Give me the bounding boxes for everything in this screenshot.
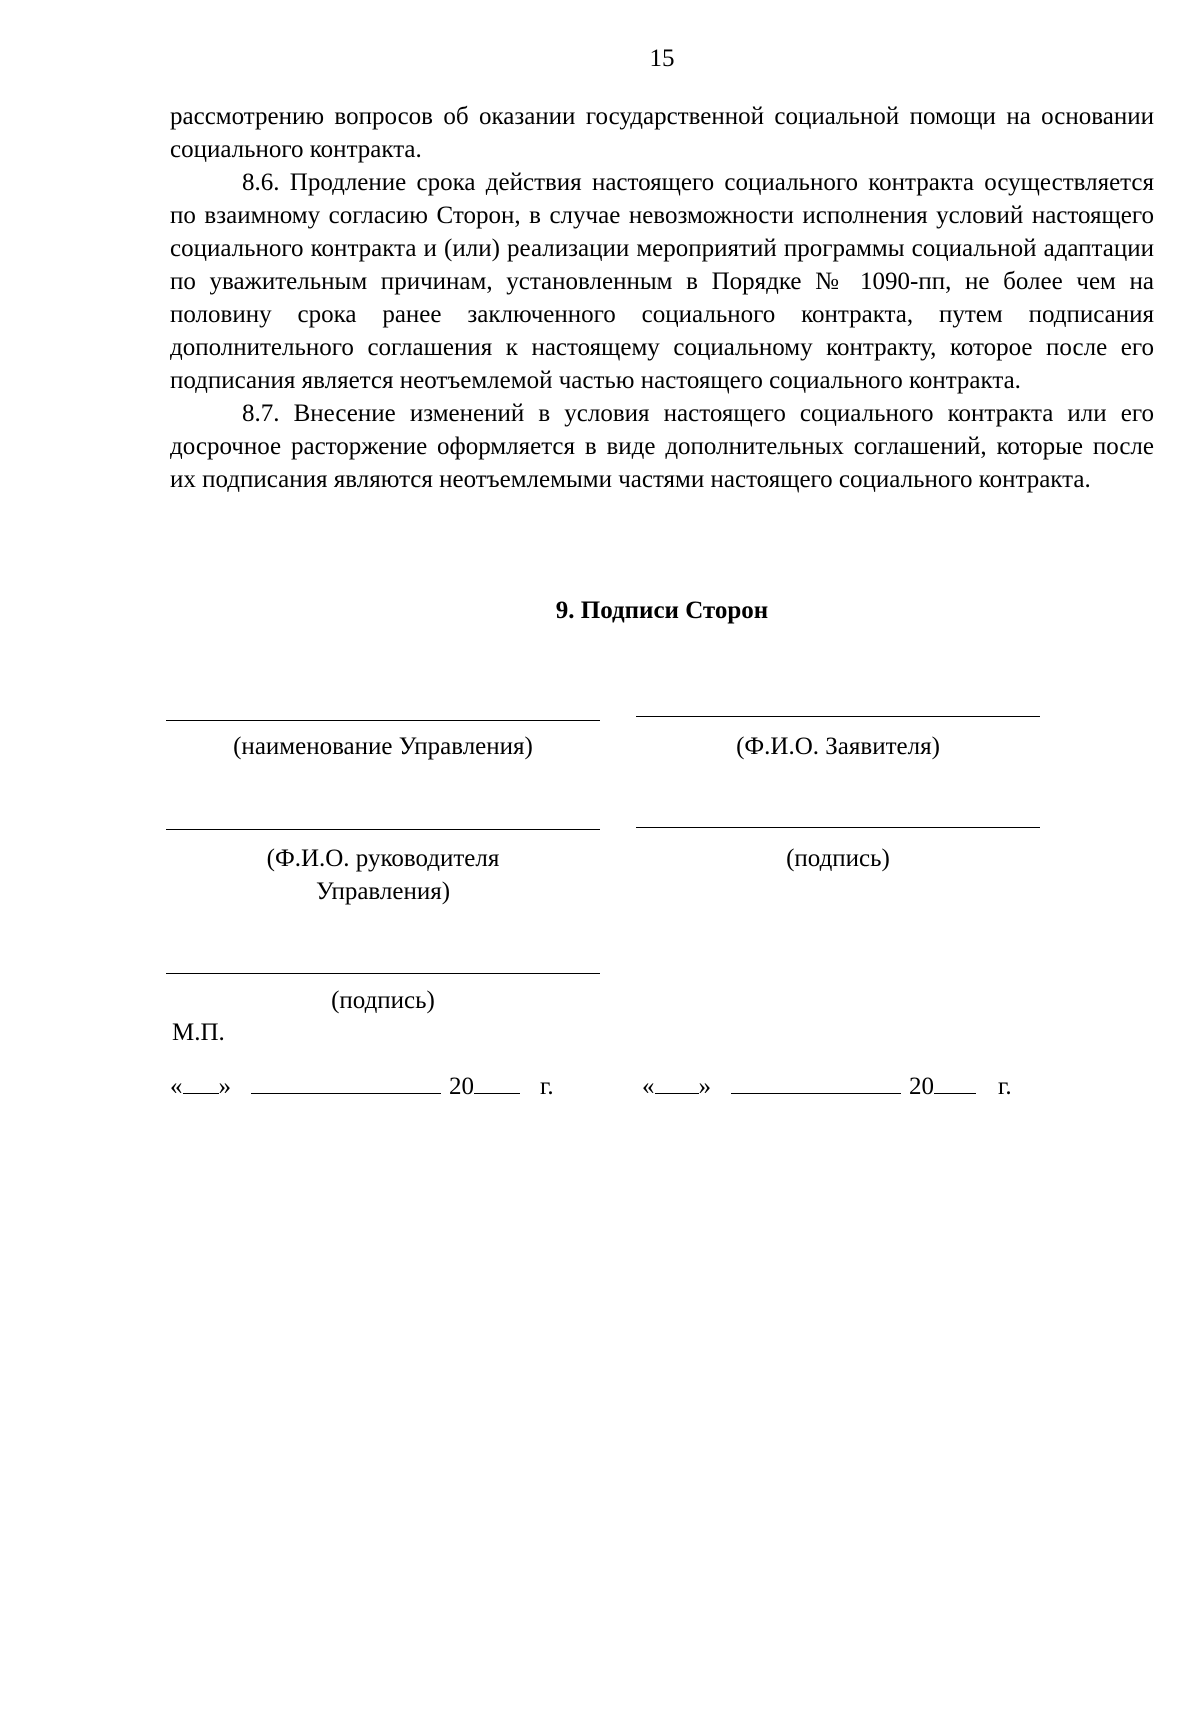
section-title: 9. Подписи Сторон bbox=[555, 597, 769, 624]
org-name-label: (наименование Управления) bbox=[233, 733, 533, 760]
right-signature-label: (подпись) bbox=[786, 845, 890, 872]
right-date-close-quote: » bbox=[698, 1073, 711, 1100]
body-text bbox=[170, 100, 1154, 496]
org-name-line bbox=[166, 720, 600, 721]
left-month-blank bbox=[251, 1071, 441, 1094]
head-name-label-line1: (Ф.И.О. руководителя bbox=[266, 845, 500, 872]
left-date-close-quote: » bbox=[218, 1073, 231, 1100]
paragraph-8-7: 8.7. Внесение изменений в условия настоящего социального контракта или его досрочное расторжение оформляется в виде дополнительных соглашений, которые после их подписания являются неотъемлемыми частями настоящего социального контракта. bbox=[170, 400, 1154, 493]
right-signature-line bbox=[636, 827, 1040, 828]
left-year-suffix: г. bbox=[540, 1073, 554, 1100]
left-year-blank bbox=[474, 1071, 520, 1094]
applicant-name-label: (Ф.И.О. Заявителя) bbox=[736, 733, 940, 760]
left-date-open-quote: « bbox=[170, 1073, 183, 1100]
left-date-line bbox=[170, 1070, 554, 1103]
head-name-label-line2: Управления) bbox=[315, 878, 451, 905]
head-name-line bbox=[166, 829, 600, 830]
left-signature-label: (подпись) bbox=[331, 987, 435, 1014]
page-number: 15 bbox=[649, 45, 675, 72]
right-day-blank bbox=[655, 1071, 699, 1094]
left-signature-line bbox=[166, 973, 600, 974]
right-month-blank bbox=[731, 1071, 901, 1094]
right-year-suffix: г. bbox=[998, 1073, 1012, 1100]
stamp-label: М.П. bbox=[172, 1019, 225, 1046]
right-year-prefix: 20 bbox=[909, 1073, 934, 1100]
paragraph-continuation: рассмотрению вопросов об оказании государственной социальной помощи на основании социального контракта. bbox=[170, 103, 1154, 163]
left-year-prefix: 20 bbox=[449, 1073, 474, 1100]
right-date-open-quote: « bbox=[642, 1073, 655, 1100]
applicant-name-line bbox=[636, 716, 1040, 717]
paragraph-8-6: 8.6. Продление срока действия настоящего социального контракта осуществляется по взаимному согласию Сторон, в случае невозможности исполнения условий настоящего социального контракта и (или) реализации мероприятий программы социальной адаптации по уважительным причинам, установленным в Порядке № 1090-пп, не более чем на половину срока ранее заключенного социального контракта, путем подписания дополнительного соглашения к настоящему социальному контракту, которое после его подписания является неотъемлемой частью настоящего социального контракта. bbox=[170, 169, 1154, 394]
right-year-blank bbox=[934, 1071, 976, 1094]
left-day-blank bbox=[183, 1071, 219, 1094]
right-date-line bbox=[642, 1070, 1012, 1103]
head-name-label bbox=[166, 842, 600, 908]
